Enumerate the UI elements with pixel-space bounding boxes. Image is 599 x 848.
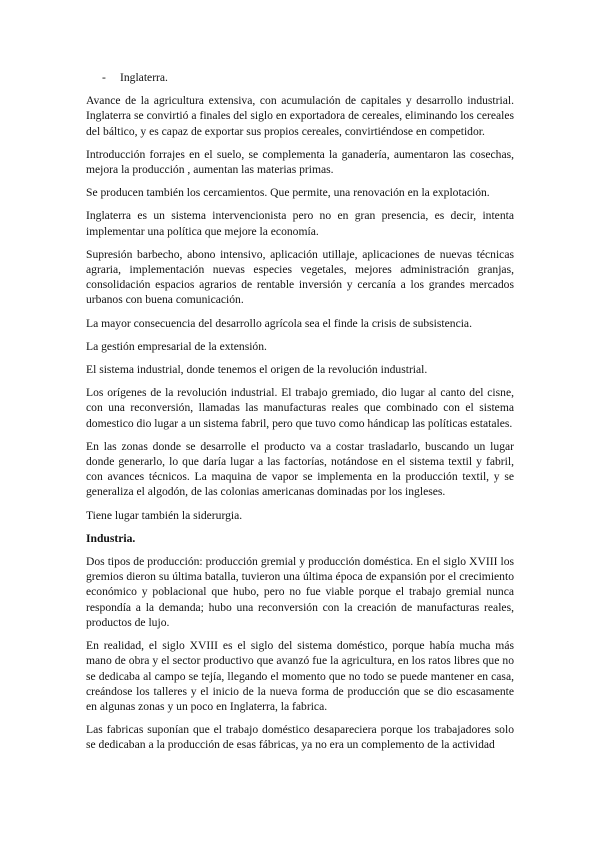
paragraph: Supresión barbecho, abono intensivo, aplicación utillaje, aplicaciones de nuevas técnicas agraria, implementación nuevas especies vegetales, mejores administración granjas, consolidación espacios agrarios de rentable inversión y cercanía a los grandes mercados urbanos con buena comunicación. bbox=[86, 247, 514, 307]
paragraph: En realidad, el siglo XVIII es el siglo del sistema doméstico, porque había mucha más mano de obra y el sector productivo que avanzó fue la agricultura, en los ratos libres que no se dedicaba al campo se tejía, llegando el momento que no todo se puede mantener en casa, creándose los talleres y el inicio de la nueva forma de producción que se dio escasamente en algunas zonas y un poco en Inglaterra, la fabrica. bbox=[86, 639, 514, 713]
paragraph: Los orígenes de la revolución industrial. El trabajo gremiado, dio lugar al canto del cisne, con una reconversión, llamadas las manufacturas reales que combinado con el sistema domestico dio lugar a un sistema fabril, pero que tuvo como hándicap las políticas estatales. bbox=[86, 386, 514, 430]
paragraph: La mayor consecuencia del desarrollo agrícola sea el finde la crisis de subsistencia. bbox=[86, 316, 472, 330]
document-body bbox=[86, 70, 514, 761]
bullet-marker: - bbox=[102, 71, 106, 84]
paragraph: Tiene lugar también la siderurgia. bbox=[86, 508, 243, 522]
paragraph: Se producen también los cercamientos. Que permite, una renovación en la explotación. bbox=[86, 186, 490, 200]
paragraph: El sistema industrial, donde tenemos el origen de la revolución industrial. bbox=[86, 363, 428, 377]
paragraph: Dos tipos de producción: producción gremial y producción doméstica. En el siglo XVIII los gremios dieron su última batalla, tuvieron una última época de expansión por el crecimiento económico y poblacional que hubo, pero no fue viable porque el trabajo gremial nunca respondía a la demanda; hubo una reconversión con la creación de manufacturas reales, productos de lujo. bbox=[86, 555, 514, 629]
bullet-text: Inglaterra. bbox=[120, 71, 168, 84]
paragraph: La gestión empresarial de la extensión. bbox=[86, 339, 267, 353]
paragraph: Inglaterra es un sistema intervencionista pero no en gran presencia, es decir, intenta implementar una política que mejore la economía. bbox=[86, 209, 514, 238]
paragraph: Las fabricas suponían que el trabajo doméstico desapareciera porque los trabajadores solo se dedicaban a la producción de esas fábricas, ya no era un complemento de la actividad bbox=[86, 723, 514, 752]
paragraph: En las zonas donde se desarrolle el producto va a costar trasladarlo, buscando un lugar donde generarlo, lo que daría lugar a las factorías, notándose en el sistema textil y fabril, con avances técnicos. La maquina de vapor se implementa en la producción textil, y se generaliza el algodón, de las colonias americanas dominadas por los ingleses. bbox=[86, 439, 514, 499]
section-heading: Industria. bbox=[86, 531, 136, 545]
paragraph: Introducción forrajes en el suelo, se complementa la ganadería, aumentaron las cosechas, mejora la producción , aumentan las materias primas. bbox=[86, 147, 514, 177]
bullet-item bbox=[102, 70, 514, 85]
paragraph: Avance de la agricultura extensiva, con acumulación de capitales y desarrollo industrial. Inglaterra se convirtió a finales del siglo en exportadora de cereales, eliminando los cereales del báltico, y es capaz de exportar sus propios cereales, convirtiéndose en competidor. bbox=[86, 94, 514, 138]
